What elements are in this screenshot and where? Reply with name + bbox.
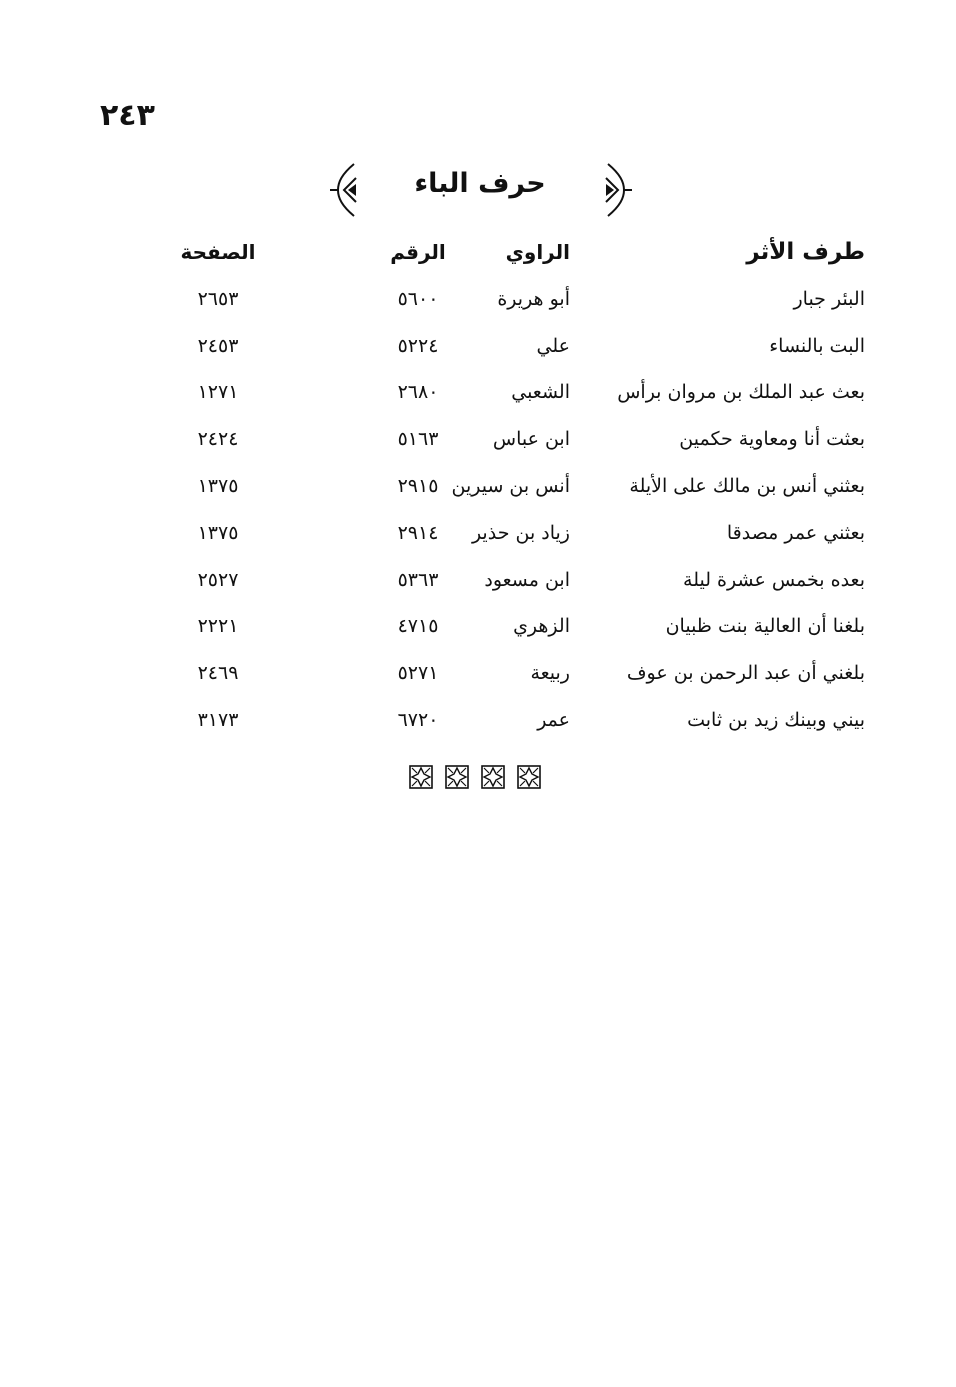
table-row — [150, 513, 870, 560]
table-row — [150, 606, 870, 653]
rawi-cell: عمر — [537, 708, 570, 731]
rawi-cell: زياد بن حذير — [471, 521, 570, 544]
table-row — [150, 700, 870, 747]
rawi-cell: أنس بن سيرين — [451, 474, 570, 497]
section-title: حرف الباء — [414, 168, 546, 199]
page-cell: ٢٤٥٣ — [197, 334, 239, 357]
athar-cell: بعثني أنس بن مالك على الأيلة — [629, 474, 865, 497]
page-number: ٢٤٣ — [100, 98, 155, 133]
table-row — [150, 466, 870, 513]
table-row — [150, 653, 870, 700]
athar-cell: بيني وبينك زيد بن ثابت — [687, 708, 865, 731]
ornament-bracket-icon — [598, 160, 634, 220]
athar-cell: البت بالنساء — [769, 334, 865, 357]
page-cell: ٢٦٥٣ — [197, 287, 239, 310]
star-ornament-icon — [408, 764, 434, 790]
rawi-cell: ابن مسعود — [484, 568, 570, 591]
rawi-cell: الزهري — [513, 615, 570, 638]
number-cell: ٦٧٢٠ — [397, 708, 439, 731]
page-cell: ٢٤٦٩ — [197, 662, 239, 685]
athar-cell: بعثني عمر مصدقا — [726, 521, 865, 544]
section-header — [320, 160, 640, 220]
athar-cell: بعثت أنا ومعاوية حكمين — [679, 428, 865, 451]
table-row — [150, 326, 870, 373]
star-ornament-icon — [480, 764, 506, 790]
athar-cell: بلغني أن عبد الرحمن بن عوف — [626, 662, 865, 685]
table-row — [150, 372, 870, 419]
number-cell: ٥١٦٣ — [397, 428, 439, 451]
number-cell: ٥٢٢٤ — [397, 334, 439, 357]
star-ornament-icon — [444, 764, 470, 790]
page-cell: ٢٥٢٧ — [197, 568, 239, 591]
page-cell: ٣١٧٣ — [197, 708, 239, 731]
table-header-row — [150, 232, 870, 279]
column-header-athar: طرف الأثر — [746, 239, 865, 265]
column-header-page: الصفحة — [180, 240, 256, 264]
number-cell: ٢٩١٤ — [397, 521, 439, 544]
number-cell: ٤٧١٥ — [397, 615, 439, 638]
athar-cell: بعث عبد الملك بن مروان برأس — [617, 381, 865, 404]
number-cell: ٢٦٨٠ — [397, 381, 439, 404]
rawi-cell: علي — [536, 334, 570, 357]
number-cell: ٥٢٧١ — [397, 662, 439, 685]
column-header-rawi: الراوي — [505, 240, 570, 264]
index-table — [150, 232, 870, 747]
table-row — [150, 560, 870, 607]
number-cell: ٢٩١٥ — [397, 474, 439, 497]
ornament-bracket-icon — [328, 160, 364, 220]
page-cell: ١٣٧٥ — [197, 474, 239, 497]
table-row — [150, 419, 870, 466]
rawi-cell: الشعبي — [511, 381, 570, 404]
page-cell: ١٢٧١ — [197, 381, 239, 404]
rawi-cell: أبو هريرة — [497, 287, 570, 310]
number-cell: ٥٣٦٣ — [397, 568, 439, 591]
page-cell: ٢٤٢٤ — [197, 428, 239, 451]
section-end-ornaments — [408, 764, 558, 794]
number-cell: ٥٦٠٠ — [397, 287, 439, 310]
table-row — [150, 279, 870, 326]
page-cell: ١٣٧٥ — [197, 521, 239, 544]
athar-cell: بعده بخمس عشرة ليلة — [683, 568, 865, 591]
athar-cell: البئر جبار — [793, 287, 865, 310]
athar-cell: بلغنا أن العالية بنت ظبيان — [665, 615, 865, 638]
page-cell: ٢٢٢١ — [197, 615, 239, 638]
rawi-cell: ابن عباس — [492, 428, 570, 451]
column-header-number: الرقم — [390, 240, 446, 264]
rawi-cell: ربيعة — [530, 662, 570, 685]
star-ornament-icon — [516, 764, 542, 790]
